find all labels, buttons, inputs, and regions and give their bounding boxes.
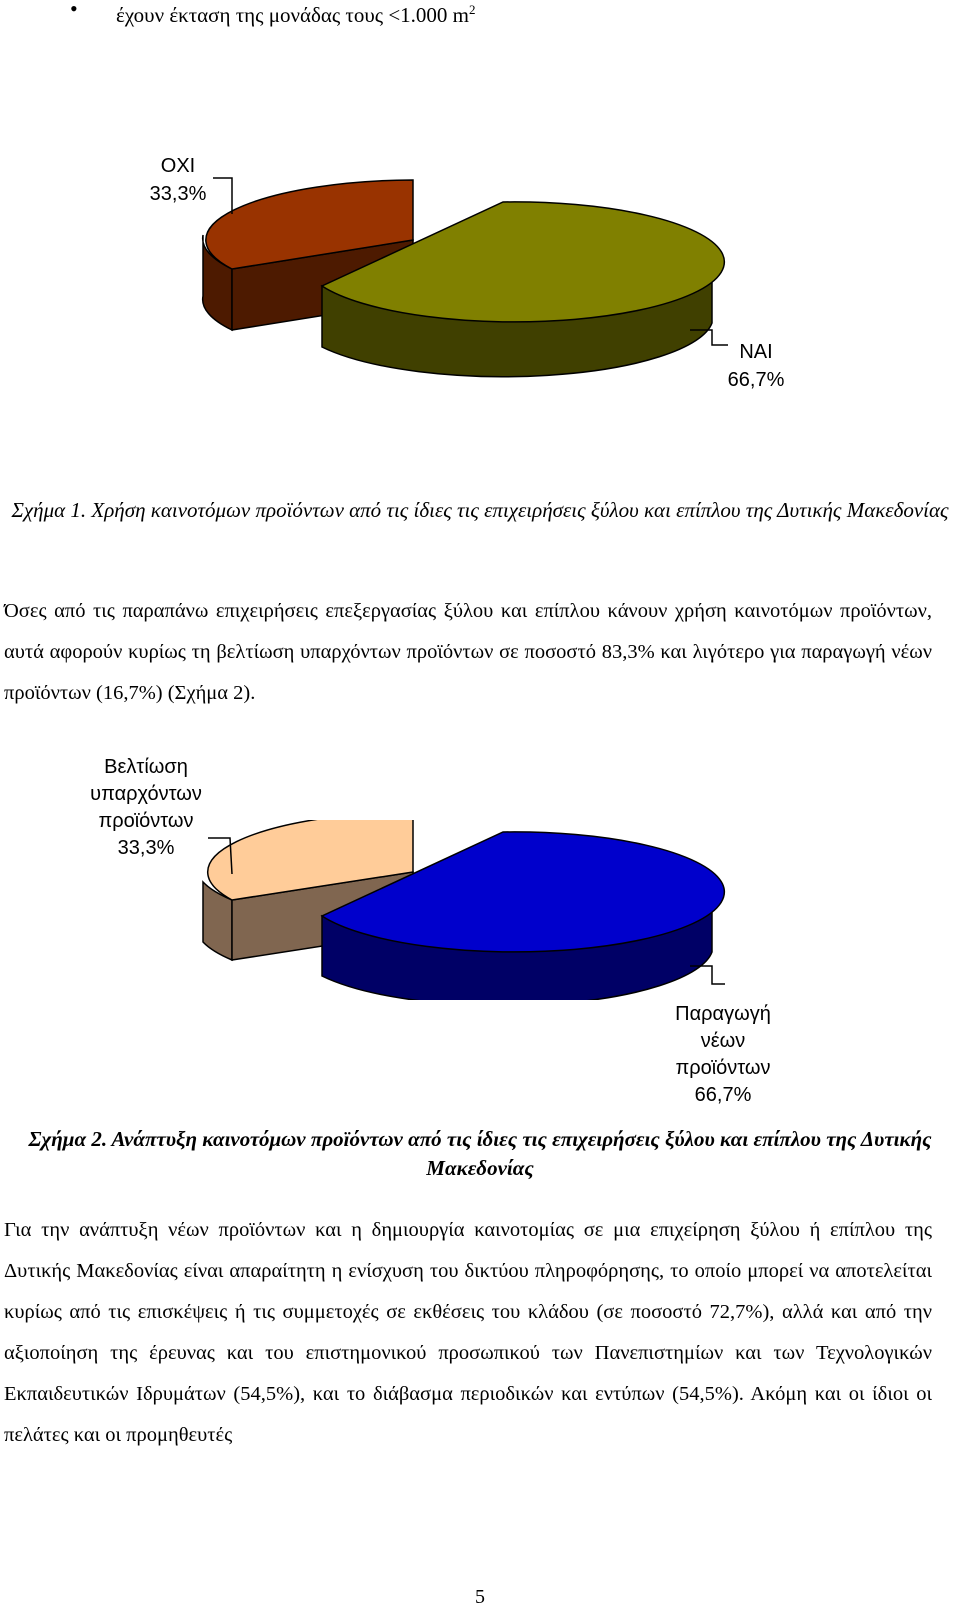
figure-2-labels [0,750,960,1120]
bullet-text: έχουν έκταση της μονάδας τους <1.000 $m^2$ [116,2,476,27]
label-new-line1: Παραγωγή [675,1003,771,1025]
label-new-value: 66,7% [694,1084,752,1106]
page-number: 5 [475,1586,485,1608]
figure-1-caption: Σχήμα 1. Χρήση καινοτόμων προϊόντων από τις ίδιες τις επιχειρήσεις ξύλου και επίπλου της Δυτικής Μακεδονίας [11,498,949,522]
label-improve-value: 33,3% [117,837,175,859]
label-nai-value: 66,7% [727,369,785,391]
paragraph-2: Για την ανάπτυξη νέων προϊόντων και η δημιουργία καινοτομίας σε μια επιχείρηση ξύλου ή επίπλου της Δυτικής Μακεδονίας είναι απαραίτητη η ενίσχυση του δικτύου πληροφόρησης, το οποίο μπορεί να αποτελείται κυρίως από τις επισκέψεις ή τις συμμετοχές σε εκθέσεις του κλάδου (σε ποσοστό 72,7%), αλλά και από την αξιοποίηση της έρευνας και του επιστημονικού προσωπικού των Πανεπιστημίων και των Τεχνολογικών Εκπαιδευτικών Ιδρυμάτων (54,5%), και το διάβασμα περιοδικών και εντύπων (54,5%). Ακόμη και οι ίδιοι οι πελάτες και οι προμηθευτές [4,1219,932,1446]
bullet-symbol: • [70,0,78,21]
label-oxi-name: ΟΧΙ [160,155,196,177]
label-improve-line3: προϊόντων [98,810,194,832]
label-new-line2: νέων [700,1030,746,1052]
figure-2-caption: Σχήμα 2. Ανάπτυξη καινοτόμων προϊόντων από τις ίδιες τις επιχειρήσεις ξύλου και επίπλου της Δυτικής Μακεδονίας [28,1127,932,1180]
figure-1-labels [0,140,960,400]
label-new-line3: προϊόντων [675,1057,771,1079]
label-nai-name: ΝΑΙ [739,341,773,363]
label-improve-line1: Βελτίωση [104,756,188,778]
label-improve-line2: υπαρχόντων [90,783,202,805]
superscript: 2 [469,2,476,17]
paragraph-1: Όσες από τις παραπάνω επιχειρήσεις επεξεργασίας ξύλου και επίπλου κάνουν χρήση καινοτόμων προϊόντων, αυτά αφορούν κυρίως τη βελτίωση υπαρχόντων προϊόντων σε ποσοστό 83,3% και λιγότερο για παραγωγή νέων προϊόντων (16,7%) (Σχήμα 2). [4,600,932,704]
label-oxi-value: 33,3% [149,183,207,205]
